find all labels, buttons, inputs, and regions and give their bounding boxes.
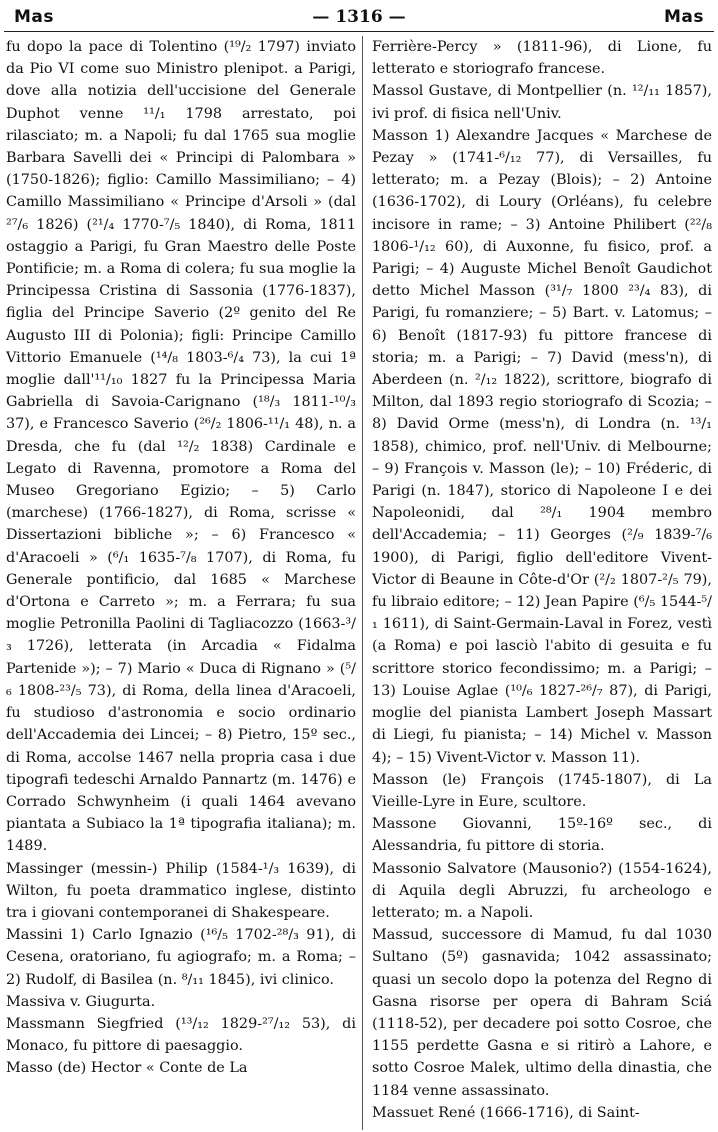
right-column xyxy=(372,36,712,1124)
entry-massiva: Massiva v. Giugurta. xyxy=(6,993,156,1010)
entry-masson: Masson 1) Alexandre Jacques « Marchese de Pezay » (1741-⁶/₁₂ 77), di Versailles, fu letterato; m. a Pezay (Blois); – 2) Antoine (1636-1702), di Loury (Orléans), fu celebre incisore in rame; – 3) Antoine Philibert (²²/₈ 1806-¹/₁₂ 60), di Auxonne, fu fisico, prof. a Parigi; – 4) Auguste Michel Benoît Gaudichot detto Michel Masson (³¹/₇ 1800 ²³/₄ 83), di Parigi, fu romanziere; – 5) Bart. v. Latomus; – 6) Benoît (1817-93) fu pittore francese di storia; m. a Parigi; – 7) David (mess'n), di Aberdeen (n. ²/₁₂ 1822), scrittore, biografo di Milton, dal 1893 regio storiografo di Scozia; – 8) David Orme (mess'n), di Londra (n. ¹³/₁ 1858), chimico, prof. nell'Univ. di Melbourne; – 9) François v. Masson (le); – 10) Fréderic, di Parigi (n. 1847), storico di Napoleone I e dei Napoleonidi, dal ²⁸/₁ 1904 membro dell'Accademia; – 11) Georges (²/₉ 1839-⁷/₆ 1900), di Parigi, figlio dell'editore Vivent-Victor di Beaune in Côte-d'Or (²/₂ 1807-²/₅ 79), fu libraio editore; – 12) Jean Papire (⁶/₅ 1544-⁵/₁ 1611), di Saint-Germain-Laval in Forez, vestì (a Roma) e poi lasciò l'abito di gesuita e fu scrittore storico fecondissimo; m. a Parigi; – 13) Louise Aglae (¹⁰/₆ 1827-²⁶/₇ 87), di Parigi, moglie del pianista Lambert Joseph Massart di Liegi, fu pianista; – 14) Michel v. Masson 4); – 15) Vivent-Victor v. Masson 11). xyxy=(372,127,712,766)
entry-massini: Massini 1) Carlo Ignazio (¹⁶/₅ 1702-²⁸/₃ 91), di Cesena, oratoriano, fu agiografo; m. a Roma; – 2) Rudolf, di Basilea (n. ⁸/₁₁ 1845), ivi clinico. xyxy=(6,927,356,988)
entry-massimo-continued: fu dopo la pace di Tolentino (¹⁹/₂ 1797) inviato da Pio VI come suo Ministro plenipot. a Parigi, dove alla notizia dell'uccisione del Generale Duphot venne ¹¹/₁ 1798 arrestato, poi rilasciato; m. a Napoli; fu dal 1765 sua moglie Barbara Savelli dei « Principi di Palombara » (1750-1826); figlio: Camillo Massimiliano; – 4) Camillo Massimiliano « Principe d'Arsoli » (dal ²⁷/₆ 1826) (²¹/₄ 1770-⁷/₅ 1840), di Roma, 1811 ostaggio a Parigi, fu Gran Maestro delle Poste Pontificie; m. a Roma di colera; fu sua moglie la Principessa Cristina di Sassonia (1776-1837), figlia del Principe Saverio (2º genito del Re Augusto III di Polonia); figli: Principe Camillo Vittorio Emanuele (¹⁴/₈ 1803-⁶/₄ 73), la cui 1ª moglie dall'¹¹/₁₀ 1827 fu la Principessa Maria Gabriella di Savoia-Carignano (¹⁸/₃ 1811-¹⁰/₃ 37), e Francesco Saverio (²⁶/₂ 1806-¹¹/₁ 48), n. a Dresda, che fu (dal ¹²/₂ 1838) Cardinale e Legato di Ravenna, promotore a Roma del Museo Gregoriano Egizio; – 5) Carlo (marchese) (1766-1827), di Roma, scrisse « Dissertazioni bibliche »; – 6) Francesco « d'Aracoeli » (⁶/₁ 1635-⁷/₈ 1707), di Roma, fu Generale pontificio, dal 1685 « Marchese d'Ortona e Carreto »; m. a Ferrara; fu sua moglie Petronilla Paolini di Tagliacozzo (1663-³/₃ 1726), letterata (in Arcadia « Fidalma Partenide »); – 7) Mario « Duca di Rignano » (⁵/₆ 1808-²³/₅ 73), di Roma, della linea d'Aracoeli, fu studioso d'astronomia e socio ordinario dell'Accademia dei Lincei; – 8) Pietro, 15º sec., di Roma, accolse 1467 nella propria casa i due tipografi tedeschi Arnaldo Pannartz (m. 1476) e Corrado Schwynheim (i quali 1464 avevano piantata a Subiaco la 1ª tipografia italiana); m. 1489. xyxy=(6,39,356,855)
entry-massonio: Massonio Salvatore (Mausonio?) (1554-1624), di Aquila degli Abruzzi, fu archeologo e letterato; m. a Napoli. xyxy=(372,860,712,921)
entry-massol: Massol Gustave, di Montpellier (n. ¹²/₁₁ 1857), ivi prof. di fisica nell'Univ. xyxy=(372,83,712,122)
header-right-word: Mas xyxy=(663,6,704,27)
column-divider xyxy=(362,36,363,1130)
entry-masson-le: Masson (le) François (1745-1807), di La Vieille-Lyre in Eure, scultore. xyxy=(372,771,712,810)
entry-massuet: Massuet René (1666-1716), di Saint- xyxy=(372,1104,640,1121)
entry-massinger: Massinger (messin-) Philip (1584-¹/₃ 1639), di Wilton, fu poeta drammatico inglese, distinto tra i giovani contemporanei di Shakespeare. xyxy=(6,860,356,921)
entry-massone: Massone Giovanni, 15º-16º sec., di Alessandria, fu pittore di storia. xyxy=(372,816,712,855)
left-column xyxy=(6,36,356,1080)
entry-massmann: Massmann Siegfried (¹³/₁₂ 1829-²⁷/₁₂ 53), di Monaco, fu pittore di paesaggio. xyxy=(6,1015,356,1055)
header-left-word: Mas xyxy=(14,6,55,27)
entry-masso: Masso (de) Hector « Conte de La xyxy=(6,1060,248,1077)
entry-massud: Massud, successore di Mamud, fu dal 1030 Sultano (5º) gasnavida; 1042 assassinato; quasi un secolo dopo la potenza del Regno di Gasna risorse per opera di Bahram Sciá (1118-52), per decadere poi sotto Cosroe, che 1155 perdette Gasna e si ritirò a Lahore, e sotto Cosroe Malek, ultimo della dinastia, che 1184 venne assassinato. xyxy=(372,927,712,1099)
page-header xyxy=(4,2,714,32)
entry-masso-continued: Ferrière-Percy » (1811-96), di Lione, fu letterato e storiografo francese. xyxy=(372,39,712,78)
page-number: — 1316 — xyxy=(312,6,406,27)
